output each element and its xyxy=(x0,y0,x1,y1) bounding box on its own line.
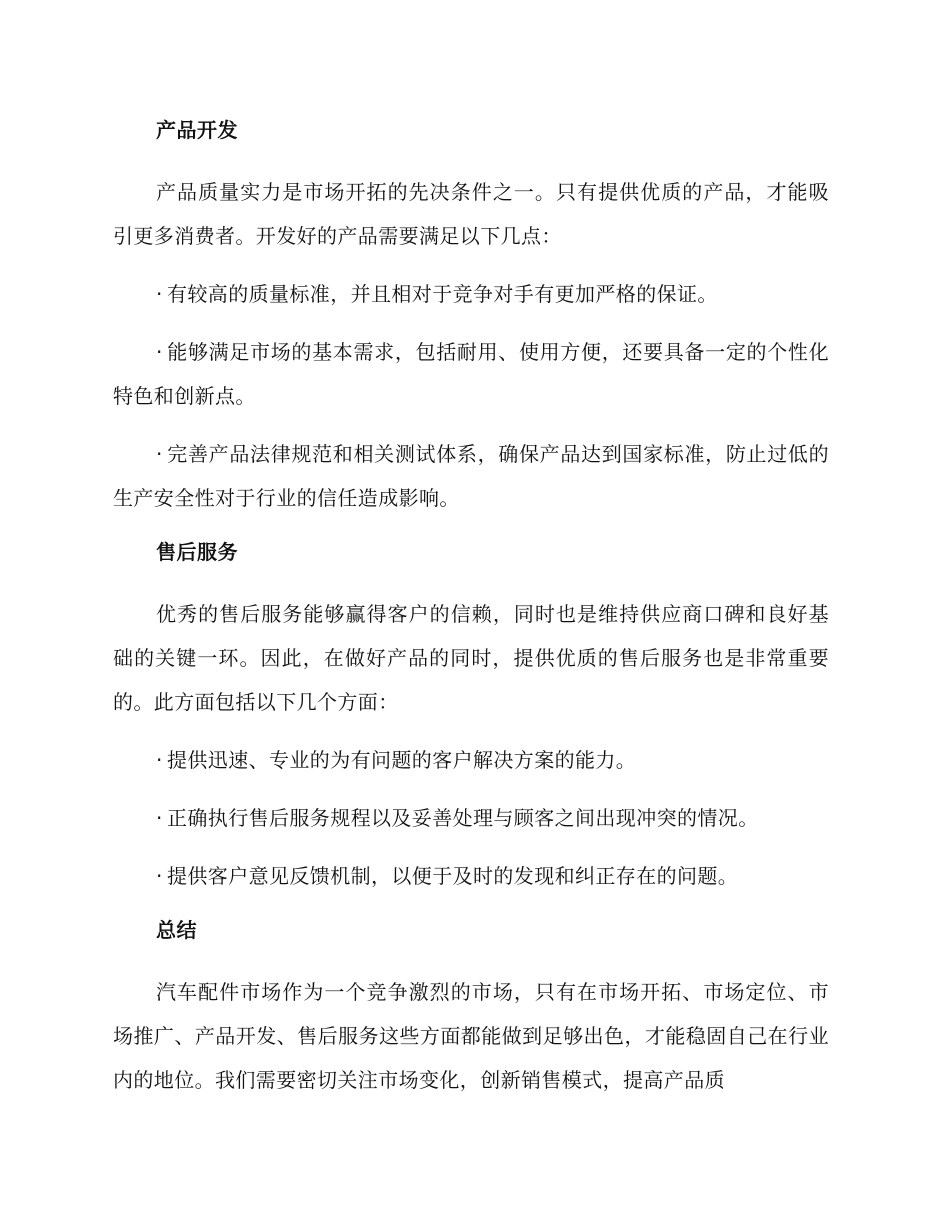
bullet-item xyxy=(113,738,829,782)
bullet-item xyxy=(113,330,829,418)
bullet-item xyxy=(113,432,829,520)
bullet-text: 正确执行售后服务规程以及妥善处理与顾客之间出现冲突的情况。 xyxy=(167,806,759,830)
section-paragraph: 产品质量实力是市场开拓的先决条件之一。只有提供优质的产品，才能吸引更多消费者。开发好的产品需要满足以下几点： xyxy=(113,180,829,248)
bullet-item xyxy=(113,272,829,316)
section-heading-summary: 总结 xyxy=(156,918,197,942)
bullet-dot: · xyxy=(156,340,163,364)
bullet-item xyxy=(113,854,829,898)
bullet-dot: · xyxy=(156,442,163,466)
document-page xyxy=(113,112,829,1116)
section-paragraph: 优秀的售后服务能够赢得客户的信赖，同时也是维持供应商口碑和良好基础的关键一环。因此，在做好产品的同时，提供优质的售后服务也是非常重要的。此方面包括以下几个方面： xyxy=(113,602,829,714)
bullet-text: 有较高的质量标准，并且相对于竞争对手有更加严格的保证。 xyxy=(167,282,718,306)
bullet-text: 完善产品法律规范和相关测试体系，确保产品达到国家标准，防止过低的生产安全性对于行业的信任造成影响。 xyxy=(113,442,829,510)
bullet-dot: · xyxy=(156,806,163,830)
section-heading-product-development: 产品开发 xyxy=(156,118,238,142)
bullet-dot: · xyxy=(156,748,163,772)
bullet-text: 提供客户意见反馈机制，以便于及时的发现和纠正存在的问题。 xyxy=(167,864,739,888)
bullet-text: 能够满足市场的基本需求，包括耐用、使用方便，还要具备一定的个性化特色和创新点。 xyxy=(113,340,829,408)
bullet-dot: · xyxy=(156,864,163,888)
section-paragraph: 汽车配件市场作为一个竞争激烈的市场，只有在市场开拓、市场定位、市场推广、产品开发、售后服务这些方面都能做到足够出色，才能稳固自己在行业内的地位。我们需要密切关注市场变化，创新销售模式，提高产品质 xyxy=(113,980,829,1092)
section-heading-after-sales: 售后服务 xyxy=(156,540,238,564)
bullet-item xyxy=(113,796,829,840)
bullet-text: 提供迅速、专业的为有问题的客户解决方案的能力。 xyxy=(167,748,637,772)
bullet-dot: · xyxy=(156,282,163,306)
